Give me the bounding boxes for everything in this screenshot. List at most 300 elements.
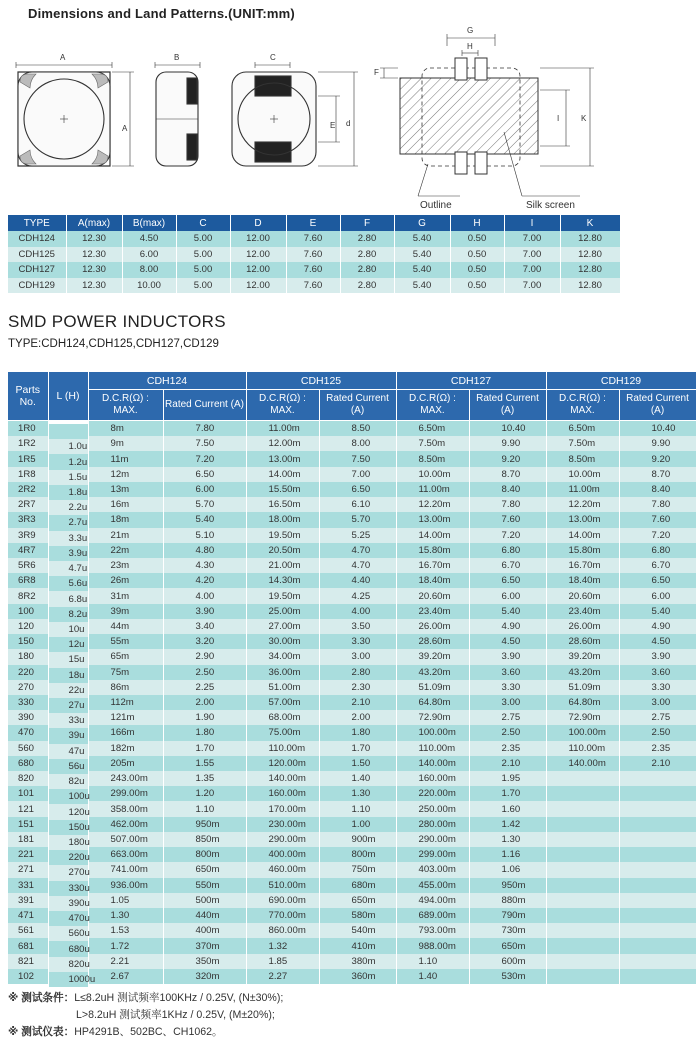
spec-value-cell: 10.40 — [469, 421, 546, 437]
dim-header-cell: H — [450, 215, 504, 231]
spec-value-cell: 110.00m — [546, 741, 619, 756]
spec-value-cell: 4.00 — [163, 588, 246, 603]
spec-value-cell: 950m — [163, 817, 246, 832]
test-condition-label: ※ 测试条件： — [8, 992, 75, 1004]
label-c: C — [270, 53, 276, 62]
inductance-cell: 8.2u — [48, 607, 88, 622]
spec-value-cell: 110.00m — [246, 741, 319, 756]
spec-value-cell: 36.00m — [246, 665, 319, 680]
spec-value-cell: 290.00m — [396, 832, 469, 847]
dim-table-cell: 12.80 — [560, 278, 620, 294]
spec-value-cell: 39.20m — [396, 649, 469, 664]
spec-table-row — [8, 604, 696, 619]
spec-value-cell — [619, 832, 696, 847]
spec-value-cell: 20.60m — [396, 588, 469, 603]
spec-table-row — [8, 436, 696, 451]
part-number-cell: 3R9 — [8, 528, 48, 543]
spec-value-cell: 462.00m — [88, 817, 163, 832]
part-number-cell: 271 — [8, 862, 48, 877]
spec-value-cell: 20.60m — [546, 588, 619, 603]
spec-value-cell: 3.30 — [619, 680, 696, 695]
dim-table-cell: 2.80 — [340, 262, 394, 278]
test-instrument-label: ※ 测试仪表： — [8, 1026, 75, 1038]
spec-table-row — [8, 893, 696, 908]
inductance-cell: 3.9u — [48, 546, 88, 561]
spec-value-cell: 3.60 — [469, 665, 546, 680]
spec-value-cell: 44m — [88, 619, 163, 634]
spec-value-cell: 380m — [319, 954, 396, 969]
inductance-cell: 680u — [48, 941, 88, 956]
spec-value-cell — [546, 786, 619, 801]
spec-value-cell: 9.20 — [619, 451, 696, 466]
dim-table-cell: 12.30 — [66, 231, 122, 247]
spec-value-cell: 6.50 — [469, 573, 546, 588]
spec-value-cell: 68.00m — [246, 710, 319, 725]
part-number-cell: 6R8 — [8, 573, 48, 588]
spec-value-cell: 299.00m — [396, 847, 469, 862]
spec-value-cell: 689.00m — [396, 908, 469, 923]
header-rated-current: Rated Current (A) — [319, 390, 396, 421]
spec-table-row — [8, 467, 696, 482]
spec-value-cell: 360m — [319, 969, 396, 984]
spec-value-cell: 12m — [88, 467, 163, 482]
spec-value-cell: 1.85 — [246, 954, 319, 969]
test-notes — [8, 990, 283, 1041]
inductance-cell: 1.5u — [48, 470, 88, 485]
section-title: Dimensions and Land Patterns.(UNIT:mm) — [28, 6, 295, 21]
spec-value-cell: 410m — [319, 938, 396, 953]
spec-value-cell: 650m — [469, 938, 546, 953]
spec-value-cell: 22m — [88, 543, 163, 558]
spec-value-cell — [546, 847, 619, 862]
dim-table-cell: 12.30 — [66, 262, 122, 278]
product-title: SMD POWER INDUCTORS — [8, 312, 226, 331]
spec-value-cell: 26.00m — [546, 619, 619, 634]
spec-value-cell: 2.00 — [163, 695, 246, 710]
spec-table-row — [8, 512, 696, 527]
spec-value-cell: 1.30 — [88, 908, 163, 923]
spec-value-cell: 15.50m — [246, 482, 319, 497]
spec-value-cell: 2.75 — [619, 710, 696, 725]
spec-value-cell: 27.00m — [246, 619, 319, 634]
spec-value-cell: 14.30m — [246, 573, 319, 588]
dim-table-cell: 12.30 — [66, 278, 122, 294]
inductance-cell: 39u — [48, 728, 88, 743]
spec-value-cell: 4.90 — [619, 619, 696, 634]
spec-value-cell — [619, 923, 696, 938]
spec-value-cell: 4.50 — [619, 634, 696, 649]
spec-value-cell: 3.30 — [469, 680, 546, 695]
spec-value-cell: 2.35 — [619, 741, 696, 756]
spec-value-cell: 7.80 — [619, 497, 696, 512]
spec-table-row — [8, 421, 696, 437]
dim-table-cell: 5.40 — [394, 262, 450, 278]
spec-value-cell: 2.25 — [163, 680, 246, 695]
inductance-cell: 15u — [48, 652, 88, 667]
spec-value-cell: 6.50m — [546, 421, 619, 437]
spec-value-cell: 72.90m — [546, 710, 619, 725]
spec-value-cell: 14.00m — [546, 528, 619, 543]
inductance-cell: 820u — [48, 957, 88, 972]
part-number-cell: 1R5 — [8, 451, 48, 466]
spec-value-cell — [619, 878, 696, 893]
dim-table-cell: 12.30 — [66, 247, 122, 263]
spec-value-cell: 6.80 — [469, 543, 546, 558]
spec-value-cell: 31m — [88, 588, 163, 603]
dim-table-cell: 5.40 — [394, 247, 450, 263]
spec-value-cell: 72.90m — [396, 710, 469, 725]
spec-value-cell: 13.00m — [546, 512, 619, 527]
spec-value-cell: 112m — [88, 695, 163, 710]
spec-value-cell: 3.30 — [319, 634, 396, 649]
spec-value-cell: 2.35 — [469, 741, 546, 756]
spec-value-cell: 11m — [88, 451, 163, 466]
dim-table-cell: 7.60 — [286, 262, 340, 278]
spec-value-cell: 21.00m — [246, 558, 319, 573]
spec-value-cell — [619, 893, 696, 908]
spec-value-cell: 51.00m — [246, 680, 319, 695]
part-number-cell: 150 — [8, 634, 48, 649]
spec-value-cell: 9.90 — [469, 436, 546, 451]
spec-value-cell: 140.00m — [246, 771, 319, 786]
spec-value-cell: 14.00m — [246, 467, 319, 482]
spec-value-cell: 320m — [163, 969, 246, 984]
spec-table-row — [8, 634, 696, 649]
dim-table-cell: 8.00 — [122, 262, 176, 278]
spec-value-cell: 850m — [163, 832, 246, 847]
land-pattern-drawing — [380, 34, 594, 196]
spec-value-cell: 1.30 — [469, 832, 546, 847]
spec-value-cell: 4.40 — [319, 573, 396, 588]
spec-value-cell: 34.00m — [246, 649, 319, 664]
inductance-cell: 12u — [48, 637, 88, 652]
dim-header-cell: A(max) — [66, 215, 122, 231]
spec-value-cell: 7.50 — [163, 436, 246, 451]
dim-table-cell: CDH127 — [8, 262, 66, 278]
spec-value-cell: 7.20 — [469, 528, 546, 543]
dim-table-cell: 12.00 — [230, 278, 286, 294]
spec-value-cell: 680m — [319, 878, 396, 893]
part-number-cell: 221 — [8, 847, 48, 862]
spec-value-cell: 30.00m — [246, 634, 319, 649]
spec-value-cell: 51.09m — [546, 680, 619, 695]
spec-value-cell: 14.00m — [396, 528, 469, 543]
spec-value-cell: 900m — [319, 832, 396, 847]
spec-value-cell: 741.00m — [88, 862, 163, 877]
part-number-cell: 391 — [8, 893, 48, 908]
spec-value-cell: 160.00m — [396, 771, 469, 786]
part-number-cell: 220 — [8, 665, 48, 680]
spec-value-cell: 3.50 — [319, 619, 396, 634]
part-number-cell: 100 — [8, 604, 48, 619]
spec-value-cell — [546, 801, 619, 816]
dim-header-cell: C — [176, 215, 230, 231]
dim-table-cell: 0.50 — [450, 262, 504, 278]
spec-value-cell: 1.55 — [163, 756, 246, 771]
spec-table-row — [8, 786, 696, 801]
spec-value-cell — [546, 969, 619, 984]
spec-table-row — [8, 725, 696, 740]
spec-value-cell: 1.10 — [396, 954, 469, 969]
spec-value-cell — [619, 862, 696, 877]
spec-value-cell: 1.50 — [319, 756, 396, 771]
product-type: TYPE:CDH124,CDH125,CDH127,CD129 — [8, 338, 219, 350]
spec-value-cell: 6.00 — [619, 588, 696, 603]
spec-value-cell: 39m — [88, 604, 163, 619]
inductance-cell: 56u — [48, 759, 88, 774]
spec-value-cell: 9m — [88, 436, 163, 451]
spec-value-cell: 10.00m — [396, 467, 469, 482]
spec-value-cell: 6.70 — [469, 558, 546, 573]
inductance-cell: 120u — [48, 804, 88, 819]
spec-value-cell: 550m — [163, 878, 246, 893]
spec-value-cell: 1.32 — [246, 938, 319, 953]
spec-table-row — [8, 862, 696, 877]
spec-value-cell: 2.75 — [469, 710, 546, 725]
spec-value-cell: 8.70 — [469, 467, 546, 482]
spec-value-cell — [619, 969, 696, 984]
part-number-cell: 101 — [8, 786, 48, 801]
spec-value-cell: 1.70 — [469, 786, 546, 801]
spec-value-cell — [546, 878, 619, 893]
spec-value-cell: 1.40 — [319, 771, 396, 786]
spec-table-row — [8, 649, 696, 664]
spec-value-cell: 23m — [88, 558, 163, 573]
part-number-cell: 561 — [8, 923, 48, 938]
spec-value-cell: 358.00m — [88, 801, 163, 816]
spec-table-row — [8, 756, 696, 771]
spec-value-cell: 8.40 — [469, 482, 546, 497]
spec-value-cell — [619, 847, 696, 862]
spec-value-cell: 5.70 — [163, 497, 246, 512]
spec-table-row — [8, 908, 696, 923]
inductance-cell: 27u — [48, 698, 88, 713]
spec-value-cell: 403.00m — [396, 862, 469, 877]
inductance-cell: 150u — [48, 820, 88, 835]
inductance-cell: 5.6u — [48, 576, 88, 591]
header-rated-current: Rated Current (A) — [619, 390, 696, 421]
spec-value-cell: 2.10 — [619, 756, 696, 771]
spec-value-cell: 650m — [319, 893, 396, 908]
spec-value-cell: 1.53 — [88, 923, 163, 938]
spec-table-row — [8, 817, 696, 832]
spec-value-cell: 160.00m — [246, 786, 319, 801]
spec-table-row — [8, 832, 696, 847]
spec-value-cell: 4.00 — [319, 604, 396, 619]
spec-value-cell: 10.00m — [546, 467, 619, 482]
dim-table-cell: 5.00 — [176, 278, 230, 294]
spec-value-cell: 65m — [88, 649, 163, 664]
spec-value-cell: 7.80 — [163, 421, 246, 437]
spec-value-cell: 7.60 — [619, 512, 696, 527]
inductance-cell: 1.0u — [48, 439, 88, 454]
spec-value-cell: 2.67 — [88, 969, 163, 984]
spec-value-cell: 6.00 — [469, 588, 546, 603]
spec-value-cell: 3.00 — [619, 695, 696, 710]
label-silk-screen: Silk screen — [526, 200, 575, 211]
label-f: F — [374, 68, 379, 77]
spec-value-cell: 11.00m — [246, 421, 319, 437]
spec-value-cell — [546, 908, 619, 923]
spec-value-cell: 440m — [163, 908, 246, 923]
spec-value-cell — [546, 771, 619, 786]
dim-table-cell: CDH124 — [8, 231, 66, 247]
spec-value-cell: 9.90 — [619, 436, 696, 451]
spec-value-cell — [546, 938, 619, 953]
spec-value-cell: 1.20 — [163, 786, 246, 801]
dimension-drawings — [0, 24, 700, 212]
part-number-cell: 121 — [8, 801, 48, 816]
inductance-cell: 18u — [48, 668, 88, 683]
dim-table-cell: 12.80 — [560, 231, 620, 247]
spec-value-cell: 15.80m — [396, 543, 469, 558]
spec-value-cell: 166m — [88, 725, 163, 740]
spec-value-cell: 4.25 — [319, 588, 396, 603]
spec-value-cell: 26m — [88, 573, 163, 588]
spec-value-cell: 7.20 — [163, 451, 246, 466]
part-number-cell: 330 — [8, 695, 48, 710]
test-condition-line-2 — [8, 1007, 283, 1024]
spec-value-cell: 2.10 — [469, 756, 546, 771]
side-view-drawing — [155, 62, 200, 166]
spec-value-cell: 350m — [163, 954, 246, 969]
spec-value-cell: 8.40 — [619, 482, 696, 497]
spec-value-cell: 64.80m — [546, 695, 619, 710]
part-number-cell: 1R2 — [8, 436, 48, 451]
spec-value-cell: 86m — [88, 680, 163, 695]
spec-value-cell: 8.00 — [319, 436, 396, 451]
spec-table-body — [8, 421, 696, 985]
spec-table-row — [8, 680, 696, 695]
header-dcr-max: D.C.R(Ω) : MAX. — [546, 390, 619, 421]
spec-value-cell: 790m — [469, 908, 546, 923]
header-parts-no: Parts No. — [8, 372, 48, 421]
part-number-cell: 120 — [8, 619, 48, 634]
spec-value-cell: 7.50m — [396, 436, 469, 451]
spec-value-cell: 13m — [88, 482, 163, 497]
dim-table-row — [8, 278, 620, 294]
label-k: K — [581, 114, 587, 123]
spec-value-cell: 18.40m — [546, 573, 619, 588]
spec-value-cell: 3.00 — [469, 695, 546, 710]
dim-table-cell: 5.00 — [176, 247, 230, 263]
part-number-cell: 5R6 — [8, 558, 48, 573]
spec-table-row — [8, 695, 696, 710]
part-number-cell: 331 — [8, 878, 48, 893]
dim-table-cell: 7.00 — [504, 278, 560, 294]
spec-table-group-header — [8, 372, 696, 390]
spec-value-cell: 55m — [88, 634, 163, 649]
spec-value-cell: 400m — [163, 923, 246, 938]
spec-value-cell: 540m — [319, 923, 396, 938]
spec-table-row — [8, 969, 696, 984]
spec-value-cell: 15.80m — [546, 543, 619, 558]
dim-table-cell: 2.80 — [340, 278, 394, 294]
spec-table-row — [8, 451, 696, 466]
label-outline: Outline — [420, 200, 452, 211]
spec-value-cell: 120.00m — [246, 756, 319, 771]
inductance-cell: 100u — [48, 789, 88, 804]
spec-value-cell: 220.00m — [396, 786, 469, 801]
spec-value-cell: 75.00m — [246, 725, 319, 740]
spec-value-cell — [546, 893, 619, 908]
dim-table-cell: 7.00 — [504, 231, 560, 247]
inductance-cell: 180u — [48, 835, 88, 850]
dimension-table-header — [8, 215, 620, 231]
spec-value-cell: 12.00m — [246, 436, 319, 451]
part-number-cell: 180 — [8, 649, 48, 664]
spec-value-cell — [546, 817, 619, 832]
spec-value-cell: 10.40 — [619, 421, 696, 437]
dim-table-cell: 0.50 — [450, 231, 504, 247]
dim-table-row — [8, 262, 620, 278]
test-condition-1: L≤8.2uH 测试频率100KHz / 0.25V, (N±30%); — [74, 992, 284, 1004]
inductance-cell: 220u — [48, 850, 88, 865]
header-dcr-max: D.C.R(Ω) : MAX. — [396, 390, 469, 421]
dim-table-cell: CDH129 — [8, 278, 66, 294]
spec-value-cell: 100.00m — [396, 725, 469, 740]
spec-table-row — [8, 878, 696, 893]
part-number-cell: 2R7 — [8, 497, 48, 512]
spec-value-cell: 23.40m — [546, 604, 619, 619]
inductance-cell: 390u — [48, 896, 88, 911]
spec-value-cell: 18m — [88, 512, 163, 527]
spec-value-cell: 28.60m — [546, 634, 619, 649]
spec-value-cell: 690.00m — [246, 893, 319, 908]
part-number-cell: 390 — [8, 710, 48, 725]
spec-value-cell: 2.10 — [319, 695, 396, 710]
spec-value-cell: 39.20m — [546, 649, 619, 664]
spec-table-row — [8, 619, 696, 634]
dim-table-cell: 0.50 — [450, 278, 504, 294]
spec-value-cell: 18.40m — [396, 573, 469, 588]
inductance-cell: 6.8u — [48, 591, 88, 606]
spec-table-row — [8, 801, 696, 816]
spec-value-cell: 2.90 — [163, 649, 246, 664]
test-condition-line-1 — [8, 990, 283, 1007]
spec-value-cell: 280.00m — [396, 817, 469, 832]
spec-value-cell — [546, 862, 619, 877]
spec-table-row — [8, 923, 696, 938]
top-view-drawing — [16, 62, 134, 166]
dim-header-cell: B(max) — [122, 215, 176, 231]
inductance-cell: 1000u — [48, 972, 88, 987]
spec-table-row — [8, 482, 696, 497]
spec-value-cell: 1.10 — [163, 801, 246, 816]
dim-header-cell: D — [230, 215, 286, 231]
spec-value-cell: 1.05 — [88, 893, 163, 908]
spec-value-cell: 8.50m — [546, 451, 619, 466]
inductance-cell: 330u — [48, 881, 88, 896]
spec-value-cell: 110.00m — [396, 741, 469, 756]
spec-value-cell — [546, 954, 619, 969]
inductance-cell: 560u — [48, 926, 88, 941]
spec-value-cell: 2.00 — [319, 710, 396, 725]
spec-value-cell: 11.00m — [396, 482, 469, 497]
dim-header-cell: TYPE — [8, 215, 66, 231]
header-rated-current: Rated Current (A) — [163, 390, 246, 421]
dim-table-row — [8, 231, 620, 247]
spec-value-cell: 800m — [163, 847, 246, 862]
spec-table-row — [8, 771, 696, 786]
spec-value-cell: 1.06 — [469, 862, 546, 877]
spec-value-cell — [546, 832, 619, 847]
spec-value-cell: 5.40 — [469, 604, 546, 619]
spec-value-cell — [619, 771, 696, 786]
part-number-cell: 151 — [8, 817, 48, 832]
spec-table-row — [8, 954, 696, 969]
spec-value-cell: 8.50 — [319, 421, 396, 437]
